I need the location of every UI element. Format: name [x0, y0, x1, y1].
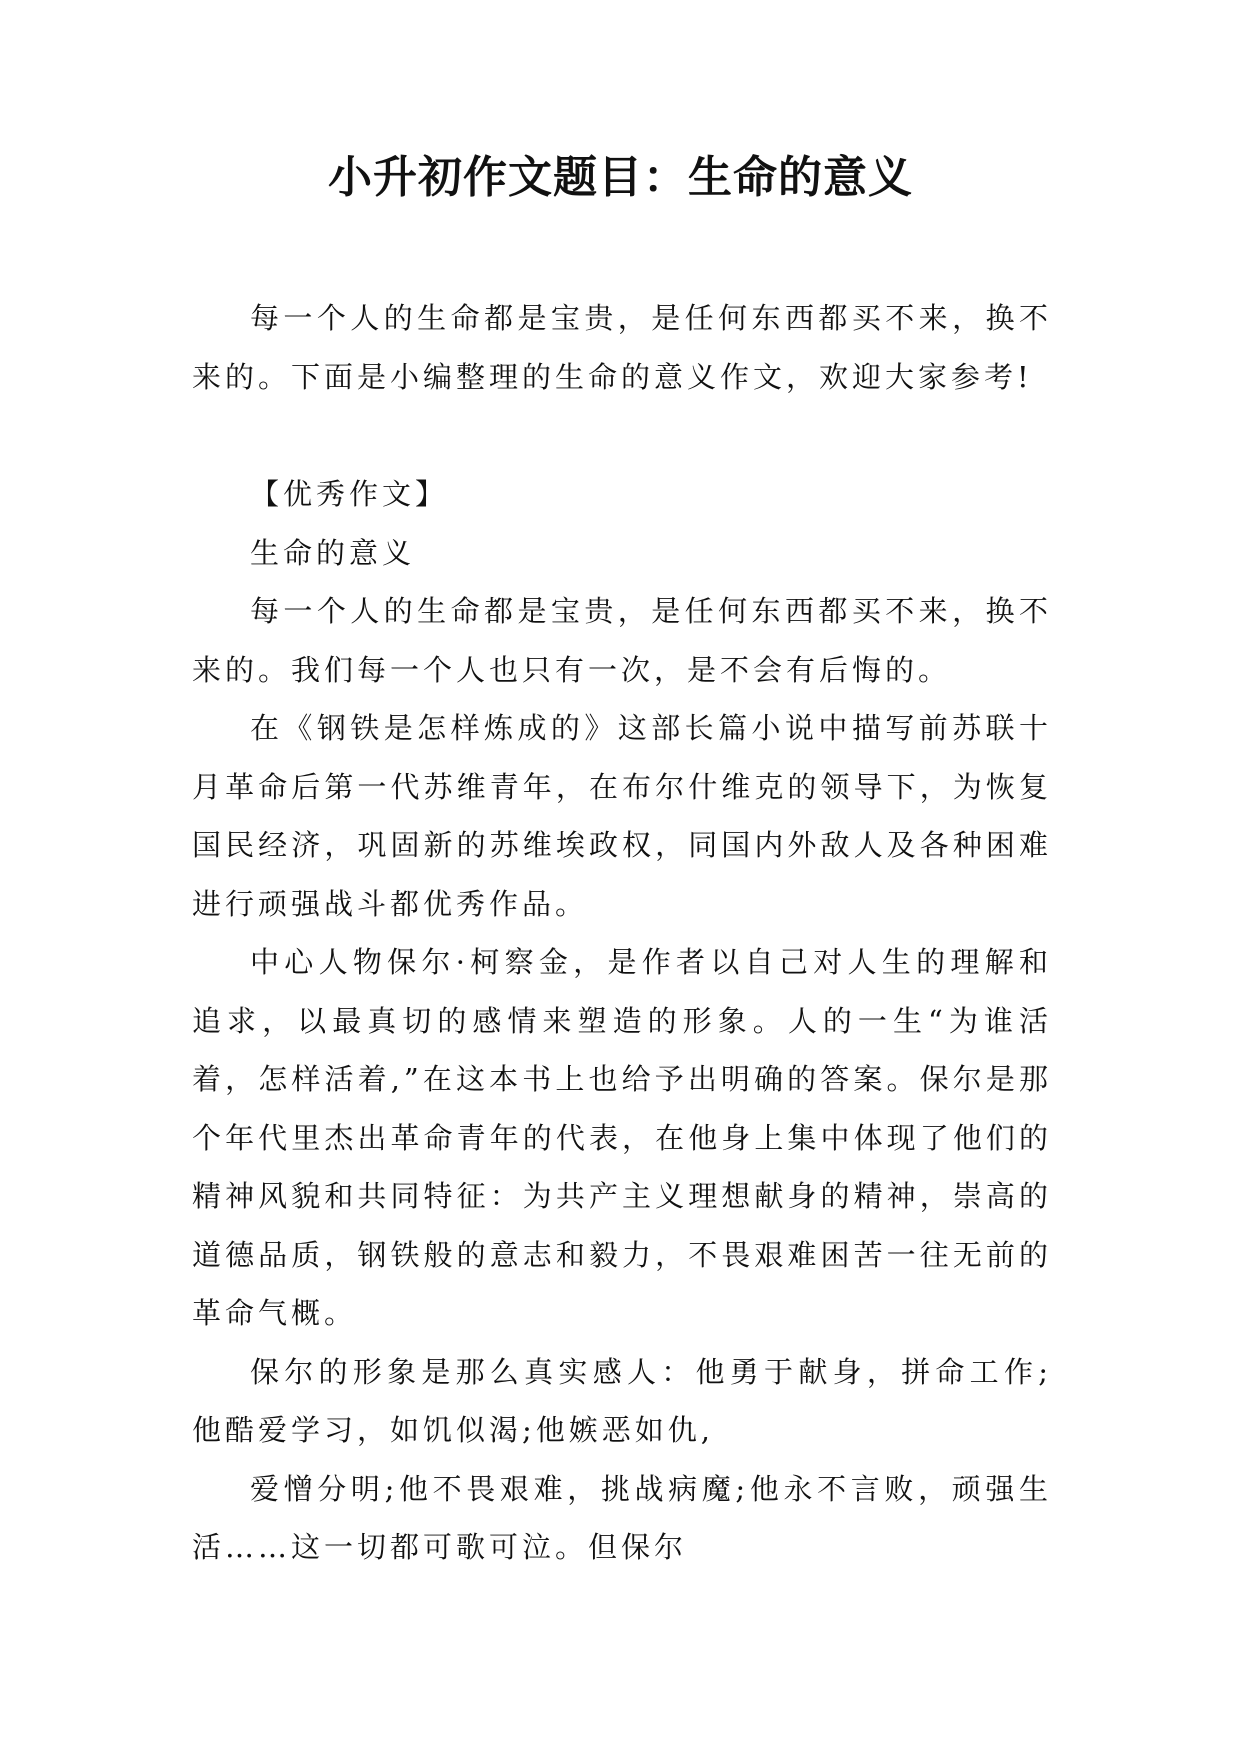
intro-block [192, 289, 1052, 406]
essay-body [192, 465, 1052, 1577]
paragraph: 中心人物保尔·柯察金，是作者以自己对人生的理解和追求，以最真切的感情来塑造的形象。人的一生“为谁活着，怎样活着,”在这本书上也给予出明确的答案。保尔是那个年代里杰出革命青年的代表，在他身上集中体现了他们的精神风貌和共同特征：为共产主义理想献身的精神，崇高的道德品质，钢铁般的意志和毅力，不畏艰难困苦一往无前的革命气概。 [192, 945, 1052, 1330]
section-heading: 【优秀作文】 [250, 477, 449, 511]
paragraph: 保尔的形象是那么真实感人：他勇于献身，拼命工作;他酷爱学习，如饥似渴;他嫉恶如仇, [192, 1354, 1052, 1447]
page-title: 小升初作文题目：生命的意义 [328, 152, 913, 203]
essay-title: 生命的意义 [250, 535, 416, 570]
paragraph: 爱憎分明;他不畏艰难，挑战病魔;他永不言败，顽强生活……这一切都可歌可泣。但保尔 [192, 1471, 1052, 1564]
paragraph: 每一个人的生命都是宝贵，是任何东西都买不来，换不来的。我们每一个人也只有一次，是不会有后悔的。 [192, 594, 1052, 687]
intro-paragraph: 每一个人的生命都是宝贵，是任何东西都买不来，换不来的。下面是小编整理的生命的意义作文，欢迎大家参考! [192, 301, 1052, 394]
paragraph: 在《钢铁是怎样炼成的》这部长篇小说中描写前苏联十月革命后第一代苏维青年，在布尔什维克的领导下，为恢复国民经济，巩固新的苏维埃政权，同国内外敌人及各种困难进行顽强战斗都优秀作品。 [192, 711, 1052, 921]
